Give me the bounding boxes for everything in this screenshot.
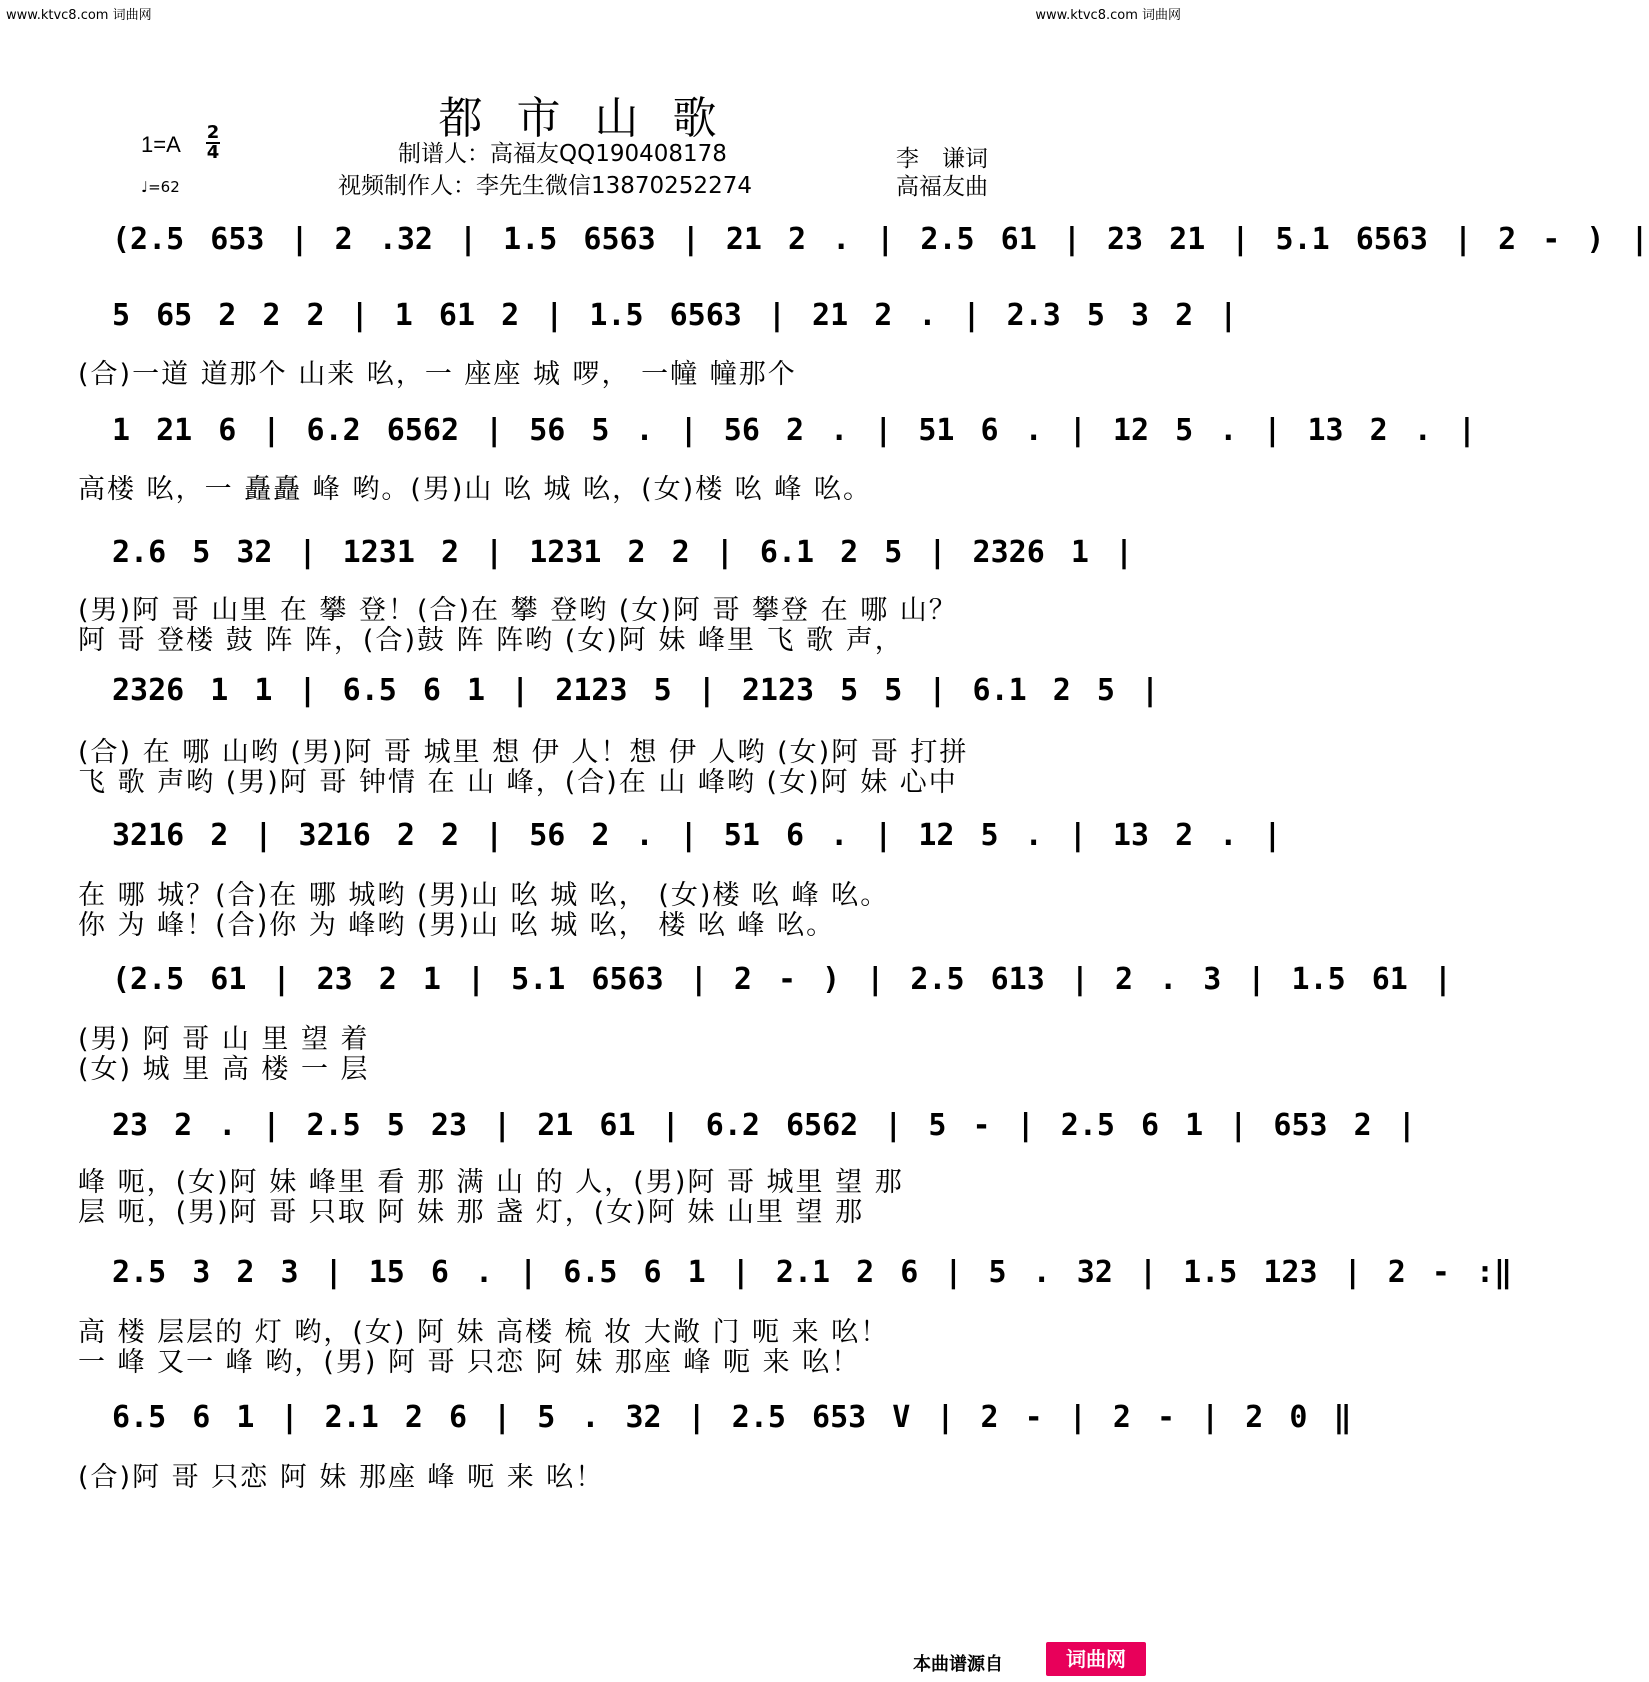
composer-credit: 高福友曲 bbox=[896, 174, 988, 200]
key-signature: 1=A bbox=[141, 132, 181, 157]
lyric-line: 飞 歌 声哟 (男)阿 哥 钟情 在 山 峰，(合)在 山 峰哟 (女)阿 妹 心中 bbox=[78, 767, 958, 798]
score-system-notes: 23 2 . | 2.5 5 23 | 21 61 | 6.2 6562 | 5 - | 2.5 6 1 | 653 2 | bbox=[112, 1108, 1416, 1143]
lyric-line: 一 峰 又一 峰 哟，(男) 阿 哥 只恋 阿 妹 那座 峰 呃 来 吆！ bbox=[78, 1347, 861, 1378]
lyric-line: 层 呃，(男)阿 哥 只取 阿 妹 那 盏 灯，(女)阿 妹 山里 望 那 bbox=[78, 1197, 865, 1228]
lyric-line: (女) 城 里 高 楼 一 层 bbox=[78, 1054, 370, 1085]
score-system-notes: 5 65 2 2 2 | 1 61 2 | 1.5 6563 | 21 2 . | 2.3 5 3 2 | bbox=[112, 298, 1238, 333]
lyric-line: 高楼 吆，一 矗矗 峰 哟。(男)山 吆 城 吆，(女)楼 吆 峰 吆。 bbox=[78, 474, 872, 505]
score-system-notes: 3216 2 | 3216 2 2 | 56 2 . | 51 6 . | 12 5 . | 13 2 . | bbox=[112, 818, 1282, 853]
site-logo: 词曲网 bbox=[1046, 1642, 1146, 1676]
time-signature-bottom: 4 bbox=[206, 142, 220, 163]
score-system-notes: 2326 1 1 | 6.5 6 1 | 2123 5 | 2123 5 5 | 6.1 2 5 | bbox=[112, 673, 1160, 708]
time-signature-top: 2 bbox=[206, 122, 220, 143]
tempo-marking: ♩=62 bbox=[141, 178, 180, 196]
lyric-line: 高 楼 层层的 灯 哟，(女) 阿 妹 高楼 梳 妆 大敞 门 呃 来 吆！ bbox=[78, 1317, 890, 1348]
score-system-notes: 6.5 6 1 | 2.1 2 6 | 5 . 32 | 2.5 653 V | 2 - | 2 - | 2 0 ‖ bbox=[112, 1400, 1352, 1435]
lyric-line: 阿 哥 登楼 鼓 阵 阵，(合)鼓 阵 阵哟 (女)阿 妹 峰里 飞 歌 声， bbox=[78, 625, 904, 656]
score-system-notes: (2.5 61 | 23 2 1 | 5.1 6563 | 2 - ) | 2.5 613 | 2 . 3 | 1.5 61 | bbox=[112, 962, 1452, 997]
time-signature bbox=[206, 124, 220, 162]
song-title: 都市山歌 bbox=[438, 93, 751, 144]
lyric-line: (合) 在 哪 山哟 (男)阿 哥 城里 想 伊 人！想 伊 人哟 (女)阿 哥 打拼 bbox=[78, 737, 969, 768]
site-label-left: www.ktvc8.com 词曲网 bbox=[6, 8, 152, 23]
score-system-notes: 2.5 3 2 3 | 15 6 . | 6.5 6 1 | 2.1 2 6 | 5 . 32 | 1.5 123 | 2 - :‖ bbox=[112, 1255, 1513, 1290]
lyricist-credit: 李 谦词 bbox=[896, 146, 988, 172]
lyric-line: 你 为 峰！(合)你 为 峰哟 (男)山 吆 城 吆， 楼 吆 峰 吆。 bbox=[78, 910, 836, 941]
lyric-line: (合)阿 哥 只恋 阿 妹 那座 峰 呃 来 吆！ bbox=[78, 1462, 605, 1493]
lyric-line: 峰 呃，(女)阿 妹 峰里 看 那 满 山 的 人，(男)阿 哥 城里 望 那 bbox=[78, 1167, 904, 1198]
video-maker-credit: 视频制作人：李先生微信13870252274 bbox=[338, 173, 752, 199]
lyric-line: (男) 阿 哥 山 里 望 着 bbox=[78, 1024, 370, 1055]
lyric-line: (男)阿 哥 山里 在 攀 登！(合)在 攀 登哟 (女)阿 哥 攀登 在 哪 山？ bbox=[78, 595, 958, 626]
source-label: 本曲谱源自 bbox=[913, 1654, 1003, 1675]
lyric-line: 在 哪 城？(合)在 哪 城哟 (男)山 吆 城 吆， (女)楼 吆 峰 吆。 bbox=[78, 880, 890, 911]
quarter-note-icon: ♩ bbox=[141, 178, 149, 196]
score-system-notes: 1 21 6 | 6.2 6562 | 56 5 . | 56 2 . | 51 6 . | 12 5 . | 13 2 . | bbox=[112, 413, 1476, 448]
notator-credit: 制谱人：高福友QQ190408178 bbox=[398, 141, 727, 167]
lyric-line: (合)一道 道那个 山来 吆，一 座座 城 啰， 一幢 幢那个 bbox=[78, 359, 797, 390]
score-system-notes: 2.6 5 32 | 1231 2 | 1231 2 2 | 6.1 2 5 | 2326 1 | bbox=[112, 535, 1134, 570]
site-label-right: www.ktvc8.com 词曲网 bbox=[1035, 8, 1181, 23]
score-system-notes: (2.5 653 | 2 .32 | 1.5 6563 | 21 2 . | 2.5 61 | 23 21 | 5.1 6563 | 2 - ) | bbox=[112, 222, 1649, 257]
